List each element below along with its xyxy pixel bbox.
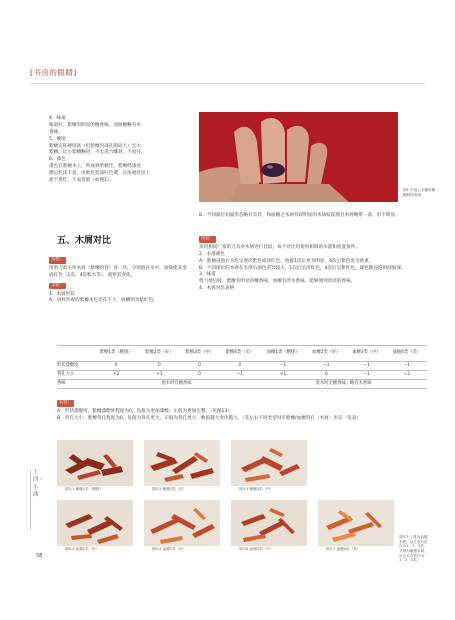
table-explanation (57, 400, 429, 423)
table-cell: −2 (387, 371, 427, 380)
table-row (57, 380, 427, 389)
experiment-tag: 实验： (51, 282, 65, 288)
grid-caption: 图3-7 上排为血檀木屑，从左至右依次为1、2、3类；下排为紫檀木屑，从左至右依次为1、2、3类。 (399, 535, 428, 563)
paragraph: B．背孔大小，紫檀背孔程度为0，负值为背孔更大，正值为背孔更小，数值越大变化越大。（其左右不同类型对应紫檀/血檀背孔（木屑）形态一览表） (57, 415, 361, 421)
table-row (57, 362, 427, 371)
table-header-cell: 血檀3类（中） (346, 346, 386, 362)
table-cell: 背孔大小 (57, 371, 93, 380)
left-column (49, 116, 189, 185)
shavings-image (231, 440, 307, 486)
section-heading: 五、木屑对比 (57, 236, 112, 246)
paragraph: 采用相同厂家的刀具对木屑进行比较，每个对比均使用相同的水量和放置条件。 (199, 244, 360, 250)
comparison-table (57, 345, 427, 389)
table-cell: −1 (220, 371, 260, 380)
text-line: 紫檀实际硬度高（但紫檀内部孔隙较大）无大 (49, 143, 141, 149)
running-header: [书房的眼睛] (30, 68, 77, 77)
shavings-image (57, 500, 133, 546)
table-cell: 剪木时无檀香味，略有木香味 (260, 380, 427, 389)
shavings-photo (231, 500, 307, 546)
table-cell: 香味 (57, 380, 93, 389)
shavings-photo (144, 500, 220, 546)
table-header-cell: 血檀4类（差） (387, 346, 427, 362)
shavings-image (144, 500, 220, 546)
table-cell: −1 (260, 362, 306, 371)
text-line: 香味。 (49, 129, 63, 135)
subheading: 2．水溶颜色 (199, 251, 225, 257)
text-line: 4．味道 (49, 116, 66, 121)
table-cell: 0 (220, 362, 260, 371)
wood-shavings-grid (57, 440, 429, 563)
photo-caption: 图3-1 紫檀1类（精排） (65, 487, 104, 491)
photo-caption: 图3-3 紫檀3类（中） (239, 487, 274, 491)
table-cell: 0 (139, 362, 179, 371)
text-line: 理后色泽丰富，由紫色变深红色调，在浓重处显上 (49, 171, 151, 177)
shavings-photo (57, 440, 133, 486)
text-line: 紫檀，比小紫檀略轻，不太适合雕刻，不易开。 (49, 150, 146, 156)
paragraph: B．不同部位切面形态略有差异，和血檀之木屑有较明显的木质纹纹理且木屑略带一条，但不明显。 (199, 213, 400, 218)
shavings-photo (144, 440, 220, 486)
shavings-photo (318, 500, 394, 546)
table-cell: −1 (346, 362, 386, 371)
text-line: 漆色在紫檀木上，所成效果极佳，紫檀经漆处 (49, 164, 141, 170)
shavings-image (231, 500, 307, 546)
table-header-cell: 血檀2类（好） (306, 346, 346, 362)
paragraph: A．同样外观的紫檀木色差在不大，血檀则为紫红色。 (49, 298, 158, 304)
table-cell: 0 (180, 362, 220, 371)
paragraph: 用剪刀剪小块木屑（紫檀的卷）各一块，分别泡在水中，加盐使其变成红色（1次、4次和水等），观察其变化。 (49, 265, 187, 278)
text-line: 味道好，紫檀有明显的檀香味，而血檀略有木 (49, 122, 141, 128)
text-line: 6．漆色 (49, 157, 66, 163)
photo-caption: 图3-6 血檀3类（中） (239, 547, 274, 551)
shavings-image (57, 440, 133, 486)
page-number: 58 (36, 553, 43, 559)
left-experiment (49, 257, 189, 305)
subheading: 1．木屑形状 (49, 291, 75, 297)
table-header-cell: 紫檀2类（好） (139, 346, 179, 362)
paragraph: 剪刀剪后时，紫檀有明显的檀香味，血檀有淡木香味，能够闻到淡淡的香味。 (199, 279, 356, 285)
hand-ring-photo (199, 112, 398, 202)
figure-caption: 图1 中指上手戴用紫檀制造戒指 (403, 188, 436, 197)
experiment-tag: 实验： (59, 400, 73, 405)
paragraph: A．形状漆醇度，紫檀漆醇度程度为0，负值为更加漆醇，正值为更加完整。（见图13） (57, 408, 232, 414)
subheading: 4．木屑对比表格 (199, 286, 235, 292)
photo-caption: 图3-7 血檀4类（差） (326, 547, 361, 551)
experiment-tag: 实验： (51, 257, 65, 262)
text-line: 涩于黑红，不易变暗（如图1）。 (49, 178, 114, 184)
table-cell: −1 (306, 362, 346, 371)
table-cell: −1 (387, 362, 427, 371)
shavings-image (144, 440, 220, 486)
table-header-cell: 紫檀3类（中） (180, 346, 220, 362)
right-column (199, 236, 429, 293)
photo-caption: 图3-5 血檀2类（好） (152, 547, 187, 551)
table-cell: 剪木时有檀香味 (93, 380, 260, 389)
table-row (57, 371, 427, 380)
table-cell: 形状漆醇度 (57, 362, 93, 371)
sidebar-label: 丁四・小西 (33, 470, 44, 498)
table-header-cell: 紫檀1类（精排） (93, 346, 139, 362)
table-cell: 0 (180, 371, 220, 380)
paragraph: A．紫檀浸泡后水色呈现淡紫色或淡红色，放置1次后更为明显，4次后紫色更为浓重。 (199, 258, 374, 264)
table-cell: 0 (93, 362, 139, 371)
text-line: 5．硬度 (49, 136, 66, 142)
shavings-photo (231, 440, 307, 486)
table-cell: +2 (93, 371, 139, 380)
table-header-cell: 血檀1类（精排） (260, 346, 306, 362)
table-cell: −1 (346, 371, 386, 380)
table-header-cell (57, 346, 93, 362)
table-cell: 0 (306, 371, 346, 380)
table-header-row (57, 346, 427, 362)
paragraph: B．不同部位的木屑在水溶后颜色差异较大，1次后呈淡红色，4次后呈紫红色，颜色随浸泡时间加深。 (199, 265, 406, 271)
photo-caption: 图3-2 紫檀2类（好） (152, 487, 187, 491)
table-header-cell: 紫檀4类（差） (220, 346, 260, 362)
sidebar-divider (30, 470, 31, 530)
shavings-photo (57, 500, 133, 546)
table-cell: +1 (139, 371, 179, 380)
header-divider (30, 83, 425, 84)
subheading: 3．味道 (199, 272, 216, 278)
photo-caption: 图3-4 血檀1类（好） (65, 547, 100, 551)
hand-illustration (199, 112, 398, 202)
experiment-tag: 实验： (201, 236, 215, 241)
shavings-image (318, 500, 394, 546)
table-cell: +1 (260, 371, 306, 380)
